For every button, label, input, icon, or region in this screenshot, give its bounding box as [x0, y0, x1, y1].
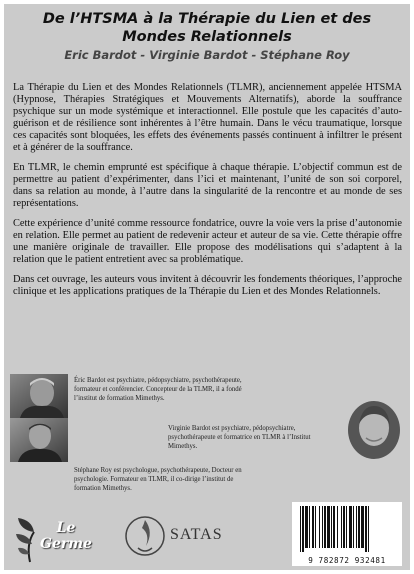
- author-photo-eric: [10, 374, 68, 418]
- blurb-paragraph: La Thérapie du Lien et des Mondes Relationnels (TLMR), anciennement appelée HTSMA (Hypnose, Thérapies Stratégiques et Mouvements Alternatifs), aborde la souffrance psychique sur un mode systémique et interactionnel. Elle postule que les capacités d’auto-guérison et de résilience sont inhérentes à l’être humain. Dans le vécu traumatique, lorsque ces capacités sont bloquées, les effets des événements passés continuent à infiltrer le présent et à générer de la souffrance.: [13, 82, 402, 153]
- satas-wordmark: SATAS: [170, 526, 223, 543]
- le-germe-wordmark: Le Germe: [40, 520, 92, 552]
- blurb: [13, 82, 402, 306]
- blurb-paragraph: Cette expérience d’unité comme ressource fondatrice, ouvre la voie vers la prise d’autonomie en relation. Elle permet au patient de redevenir acteur et auteur de sa vie. Cette thérapie offre une manière originale de travailler. Elle propose des modélisations qui s’adaptent à la relation que le patient entretient avec sa problématique.: [13, 218, 402, 265]
- barcode-bars: [298, 506, 396, 552]
- blurb-paragraph: Dans cet ouvrage, les auteurs vous invitent à découvrir les fondements théoriques, l’approche clinique et les applications pratiques de la Thérapie du Lien et des Mondes Relationnels.: [13, 274, 402, 297]
- author-photo-virginie: [346, 400, 402, 460]
- author-bio-virginie: Virginie Bardot est psychiatre, pédopsychiatre, psychothérapeute et formatrice en TLMR à l’Institut Mimethys.: [168, 425, 311, 451]
- blurb-paragraph: En TLMR, le chemin emprunté est spécifique à chaque thérapie. L’objectif commun est de permettre au patient d’expérimenter, dans l’ici et maintenant, l’unité de son soi corporel, dans sa relation au monde, à l’autre dans la singularité de la rencontre et au monde de ses représentations.: [13, 162, 402, 209]
- book-title: De l’HTSMA à la Thérapie du Lien et des Mondes Relationnels: [42, 11, 372, 45]
- author-bio-eric: Éric Bardot est psychiatre, pédopsychiatre, psychothérapeute, formateur et conférencier. Concepteur de la TLMR, il a fondé l’institut de formation Mimethys.: [74, 377, 242, 403]
- publisher-logo-satas: [122, 512, 242, 562]
- book-authors: Eric Bardot - Virginie Bardot - Stéphane Roy: [64, 48, 350, 62]
- back-cover: [4, 4, 410, 570]
- flame-crescent-icon: [124, 512, 166, 560]
- publisher-logo-le-germe: [16, 512, 102, 566]
- author-photo-stephane: [10, 418, 68, 462]
- author-bio-stephane: Stéphane Roy est psychologue, psychothérapeute, Docteur en psychologie. Formateur en TLMR, il co-dirige l’institut de formation Mimethys.: [74, 467, 242, 493]
- isbn-digits: 9 782872 932481: [308, 556, 386, 565]
- isbn-barcode: [292, 502, 402, 566]
